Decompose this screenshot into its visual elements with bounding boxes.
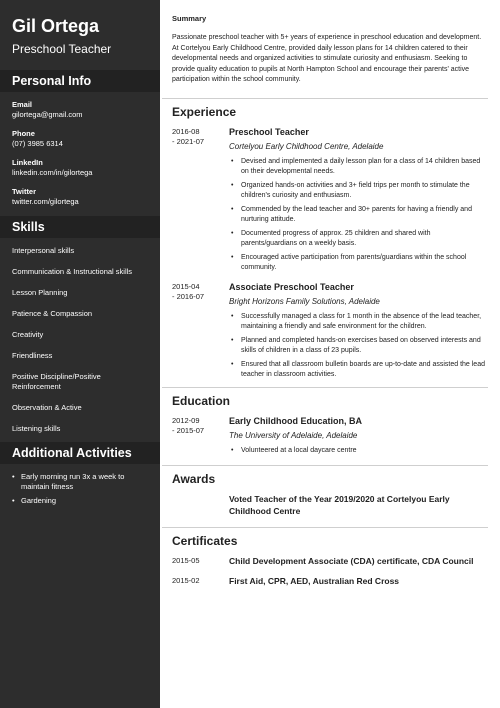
company-name: Cortelyou Early Childhood Centre, Adelaide	[229, 141, 384, 151]
date-start: 2016-08	[172, 126, 200, 136]
email-item	[12, 100, 148, 120]
cert-date: 2015-02	[172, 575, 200, 585]
bullet-list	[229, 446, 488, 457]
bullet-item: • Successfully managed a class for 1 month in the absence of the lead teacher, maintaining a friendly and safe environment for the children.	[229, 312, 488, 333]
personal-info-heading: Personal Info	[0, 70, 160, 92]
date-end: - 2016-07	[172, 291, 205, 301]
bullet-item: • Ensured that all classroom bulletin boards are up-to-date and assisted the lead teacher in classroom activities.	[229, 360, 488, 381]
bullet-item: • Organized hands-on activities and 3+ field trips per month to stimulate the children's curiosity and enthusiasm.	[229, 181, 488, 202]
candidate-name: Gil Ortega	[12, 16, 100, 36]
sidebar	[0, 0, 160, 708]
bullet-item: • Volunteered at a local daycare centre	[229, 446, 488, 457]
phone-item	[12, 129, 148, 149]
skill-item: Lesson Planning	[12, 288, 68, 297]
skill-item: Observation & Active	[12, 403, 82, 412]
company-name: Bright Horizons Family Solutions, Adelaide	[229, 296, 380, 306]
email-label: Email	[12, 100, 33, 109]
skills-heading: Skills	[0, 216, 160, 238]
section-divider	[162, 465, 488, 466]
phone-value[interactable]: (07) 3985 6314	[12, 139, 63, 148]
main-content	[172, 0, 488, 708]
date-start: 2012-09	[172, 415, 200, 425]
bullet-list	[229, 157, 488, 274]
entry-body	[229, 282, 488, 384]
section-divider	[162, 98, 488, 99]
entry-body	[229, 556, 488, 568]
skill-item: Friendliness	[12, 351, 53, 360]
entry-body	[229, 416, 488, 460]
personal-info-list	[0, 92, 160, 207]
award-entry	[172, 494, 488, 517]
linkedin-value[interactable]: linkedin.com/in/gilortega	[12, 168, 93, 177]
summary-text: Passionate preschool teacher with 5+ years of experience in preschool education and development. At Cortelyou Early Childhood Centre, provided daily lesson plans for 14 children catered to their developmental needs and organized activities to stimulate curiosity and enthusiasm. Seeking to provide quality education to pupils at North Hampton School and encourage their parents' active participation within the school community.	[172, 34, 482, 83]
skills-list	[0, 238, 160, 434]
certificate-entry	[172, 556, 488, 568]
entry-dates	[172, 127, 229, 277]
twitter-item	[12, 187, 148, 207]
section-divider	[162, 387, 488, 388]
twitter-value[interactable]: twitter.com/gilortega	[12, 197, 79, 206]
job-title: Associate Preschool Teacher	[229, 281, 354, 292]
entry-body	[229, 576, 488, 588]
certificate-title: Child Development Associate (CDA) certificate, CDA Council	[229, 556, 474, 566]
date-start: 2015-04	[172, 281, 200, 291]
section-divider	[162, 527, 488, 528]
entry-dates	[172, 282, 229, 384]
twitter-label: Twitter	[12, 187, 37, 196]
activities-list	[0, 464, 160, 506]
experience-entry	[172, 282, 488, 384]
experience-entry	[172, 127, 488, 277]
summary-label: Summary	[172, 14, 207, 23]
bullet-item: • Devised and implemented a daily lesson plan for a class of 14 children based on their developmental needs.	[229, 157, 488, 178]
email-value[interactable]: gilortega@gmail.com	[12, 110, 83, 119]
date-end: - 2015-07	[172, 425, 205, 435]
awards-heading: Awards	[172, 472, 216, 486]
job-title: Preschool Teacher	[229, 126, 309, 137]
cert-date: 2015-05	[172, 556, 200, 565]
activity-item: • Early morning run 3x a week to maintain fitness	[12, 472, 148, 492]
linkedin-label: LinkedIn	[12, 158, 43, 167]
experience-heading: Experience	[172, 104, 237, 119]
entry-dates	[172, 416, 229, 460]
bullet-item: • Planned and completed hands-on exercises based on observed interests and skills of children in a class of 23 pupils.	[229, 336, 488, 357]
skill-item: Creativity	[12, 330, 44, 339]
education-entry	[172, 416, 488, 460]
certificate-title: First Aid, CPR, AED, Australian Red Cross	[229, 575, 400, 586]
school-name: The University of Adelaide, Adelaide	[229, 430, 358, 440]
linkedin-item	[12, 158, 148, 178]
bullet-item: • Commended by the lead teacher and 30+ parents for having a friendly and nurturing attitude.	[229, 205, 488, 226]
activity-item: • Gardening	[12, 496, 148, 506]
bullet-item: • Documented progress of approx. 25 children and shared with parents/guardians on a weekly basis.	[229, 229, 488, 250]
date-end: - 2021-07	[172, 136, 205, 146]
skill-item: Interpersonal skills	[12, 246, 75, 255]
phone-label: Phone	[12, 129, 35, 138]
award-title: Voted Teacher of the Year 2019/2020 at Cortelyou Early Childhood Centre	[229, 494, 450, 516]
bullet-item: • Encouraged active participation from parents/guardians within the school community.	[229, 253, 488, 274]
skill-item: Listening skills	[12, 424, 61, 433]
education-heading: Education	[172, 393, 231, 408]
degree-title: Early Childhood Education, BA	[229, 415, 363, 426]
skill-item: Communication & Instructional skills	[12, 267, 133, 276]
candidate-title: Preschool Teacher	[12, 42, 112, 56]
skill-item: Positive Discipline/Positive Reinforcement	[12, 372, 101, 391]
certificates-heading: Certificates	[172, 534, 238, 548]
entry-dates	[172, 494, 229, 517]
skill-item: Patience & Compassion	[12, 309, 93, 318]
entry-body	[229, 127, 488, 277]
activities-heading: Additional Activities	[0, 442, 160, 464]
entry-body	[229, 494, 488, 517]
certificate-entry	[172, 576, 488, 588]
bullet-list	[229, 312, 488, 381]
